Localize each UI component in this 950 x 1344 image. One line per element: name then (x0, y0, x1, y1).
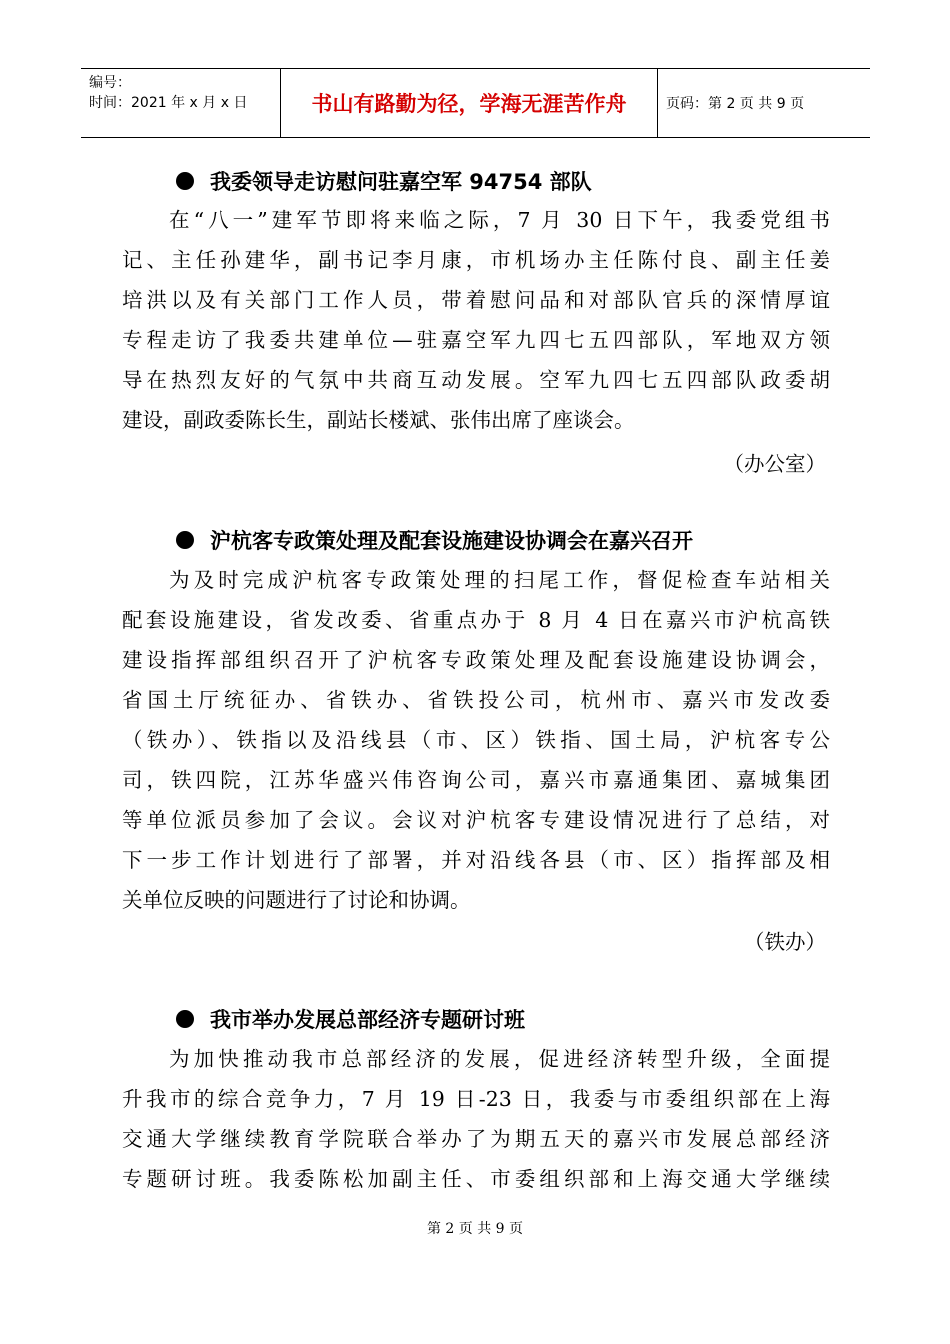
header-page-label: 页码：第 2 页 共 9 页 (666, 96, 805, 112)
body-line: 培洪以及有关部门工作人员，带着慰问品和对部队官兵的深情厚谊 (122, 288, 830, 312)
section-body-2 (122, 560, 830, 920)
section-body-1 (122, 200, 830, 440)
body-line: 为及时完成沪杭客专政策处理的扫尾工作，督促检查车站相关 (169, 568, 830, 592)
section-source-1: （办公室） (723, 452, 826, 476)
document-header (81, 68, 870, 138)
page-footer: 第 2 页 共 9 页 (426, 1221, 524, 1237)
body-line: 专程走访了我委共建单位—驻嘉空军九四七五四部队，军地双方领 (122, 328, 830, 352)
number-label: 编号： (89, 75, 131, 91)
body-line: 司，铁四院，江苏华盛兴伟咨询公司，嘉兴市嘉通集团、嘉城集团 (122, 768, 830, 792)
body-line: 下一步工作计划进行了部署，并对沿线各县（市、区）指挥部及相 (122, 848, 830, 872)
body-line: 配套设施建设，省发改委、省重点办于 8 月 4 日在嘉兴市沪杭高铁 (122, 608, 830, 632)
section-body-3 (122, 1039, 830, 1199)
section-title-text: 沪杭客专政策处理及配套设施建设协调会在嘉兴召开 (210, 529, 693, 553)
body-line: 在“八一”建军节即将来临之际，7 月 30 日下午，我委党组书 (169, 208, 830, 232)
body-line: 省国土厅统征办、省铁办、省铁投公司，杭州市、嘉兴市发改委 (122, 688, 830, 712)
body-line: 为加快推动我市总部经济的发展，促进经济转型升级，全面提 (169, 1047, 830, 1071)
body-line: 关单位反映的问题进行了讨论和协调。 (122, 888, 471, 912)
section-title-3 (176, 1004, 525, 1034)
bullet-icon (176, 531, 194, 549)
header-motto: 书山有路勤为径，学海无涯苦作舟 (281, 69, 658, 137)
section-title-text: 我委领导走访慰问驻嘉空军 94754 部队 (210, 170, 592, 194)
body-line: 建设指挥部组织召开了沪杭客专政策处理及配套设施建设协调会， (122, 648, 830, 672)
section-title-text: 我市举办发展总部经济专题研讨班 (210, 1008, 525, 1032)
body-line: 交通大学继续教育学院联合举办了为期五天的嘉兴市发展总部经济 (122, 1127, 830, 1151)
section-title-2 (176, 525, 693, 555)
bullet-icon (176, 1010, 194, 1028)
body-line: 专题研讨班。我委陈松加副主任、市委组织部和上海交通大学继续 (122, 1167, 830, 1191)
body-line: 等单位派员参加了会议。会议对沪杭客专建设情况进行了总结，对 (122, 808, 830, 832)
section-title-1 (176, 166, 592, 196)
body-line: 记、主任孙建华，副书记李月康，市机场办主任陈付良、副主任姜 (122, 248, 830, 272)
body-line: 升我市的综合竞争力，7 月 19 日-23 日，我委与市委组织部在上海 (122, 1087, 830, 1111)
section-source-2: （铁办） (744, 930, 826, 954)
body-line: 导在热烈友好的气氛中共商互动发展。空军九四七五四部队政委胡 (122, 368, 830, 392)
time-label: 时间：2021 年 x 月 x 日 (89, 95, 248, 111)
body-line: （铁办）、铁指以及沿线县（市、区）铁指、国土局，沪杭客专公 (122, 728, 830, 752)
bullet-icon (176, 172, 194, 190)
header-meta (81, 69, 281, 137)
body-line: 建设，副政委陈长生，副站长楼斌、张伟出席了座谈会。 (122, 408, 635, 432)
